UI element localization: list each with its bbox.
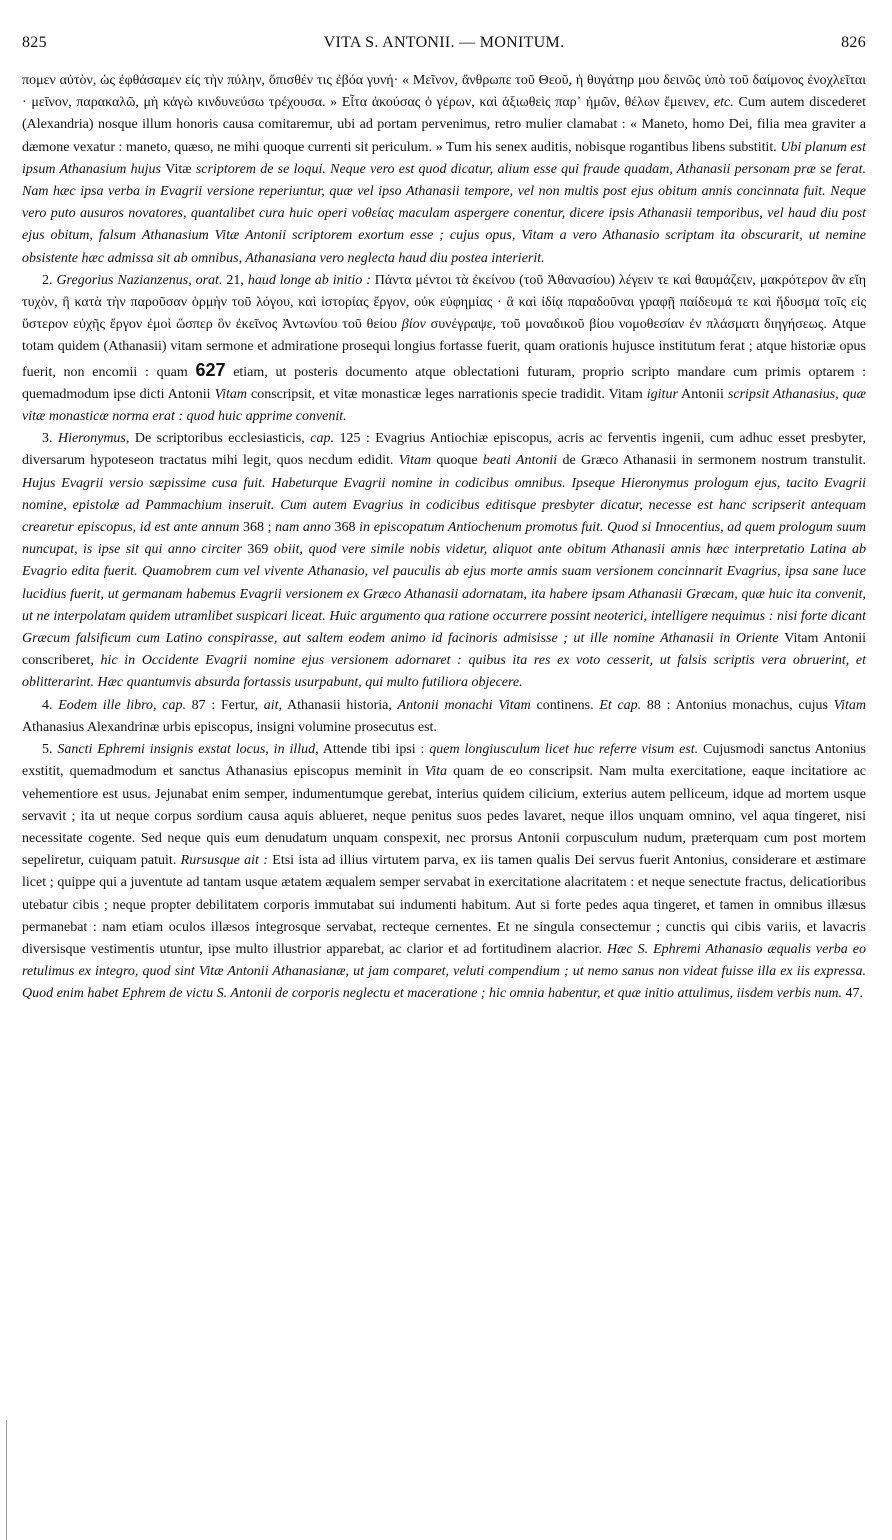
italic-text: scriptorem de se loqui. Neque vero est quod dicatur, alium esse qui fraude quadam, Athanasii personam præ se ferat. Nam hæc ipsa verba in Evagrii versione reperiuntur, quæ vel ipso Athanasii tempore, vel non multis post ejus obitum annis concinnata fuit. Neque vero puto ausuros novatores, quantalibet cura huic operi νοθείας maculam aspergere conentur, dicere ipsis Athanasii temporibus, vel haud diu post ejus obitum, falsum Athanasium Vitæ Antonii scriptorem exortum esse ; cujus opus, Vitam a vero Athanasio scriptam ita obscurarit, ut nemine obsistente hæc admissa sit ab omnibus, Athanasiana vero neglecta haud diu postea interierit. — [22, 161, 866, 266]
roman-text: 47. — [845, 986, 864, 1002]
latin-text: Antonii — [677, 386, 728, 402]
paragraph-5 — [22, 739, 866, 1005]
italic-text: Rursusque ait : — [180, 853, 268, 869]
latin-text: Athanasius Alexandrinæ urbis episcopus, insigni volumine prosecutus est. — [22, 719, 437, 735]
running-header — [22, 34, 866, 56]
roman-text: 369 — [247, 542, 274, 558]
italic-text: Vita — [424, 764, 448, 780]
latin-text: continens. — [530, 697, 600, 713]
italic-text: etc. — [713, 95, 734, 111]
italic-text: haud longe ab initio : — [247, 272, 371, 288]
italic-text: Hieronymus, — [57, 431, 130, 447]
greek-quote: Πάντα μέντοι τὰ ἐκείνου (τοῦ Ἀθανασίου) λέγειν τε καὶ θαυμάζειν, μακρότερον ἂν εἴη τυχὸν, ἢ κατὰ τὴν παροῦσαν ὁρμὴν τοῦ λόγου, καὶ ἱστορίας ἔργον, οὐκ εὐφημίας · ἃ καὶ ἰδίᾳ παραδοῦναι γραφῇ παίδευμά τε καὶ ἥδυσμα τοῖς εἰς ὕστερον εὐχῆς ἔργον ἐμοὶ ὥσπερ ὃν ἐκεῖνος Ἀντωνίου τοῦ θείου — [22, 272, 867, 333]
latin-text: de Græco Athanasii in sermonem nostrum transtulit. — [557, 453, 866, 469]
roman-text: Vitam Antonii conscriberet, — [22, 631, 866, 669]
italic-text: Antonii monachi Vitam — [397, 697, 531, 713]
italic-text: Et cap. — [599, 697, 642, 713]
paragraph-number: 4. — [42, 697, 59, 713]
paragraph-number: 2. — [42, 272, 57, 288]
italic-text: Gregorius Nazianzenus, orat. — [56, 272, 227, 288]
latin-text: Cujusmodi sanctus Antonius exstitit, quemadmodum et sanctus Athanasius episcopus meminit in — [22, 742, 866, 780]
paragraph-number: 5. — [42, 742, 58, 758]
column-number: 627 — [195, 359, 226, 380]
italic-text: Vitam — [214, 386, 247, 402]
italic-text: Sancti Ephremi insignis exstat locus, in illud, — [57, 742, 319, 758]
italic-text: Vitam — [398, 453, 432, 469]
latin-text: 87 : Fertur, — [185, 697, 264, 713]
italic-text: nam anno — [275, 520, 335, 536]
paragraph-2 — [22, 270, 866, 428]
roman-text: Vitæ — [165, 161, 192, 177]
italic-text: cap. — [310, 431, 334, 447]
italic-text: Hæc S. Ephremi Athanasio æqualis verba eo retulimus ex integro, quod sint Vitæ Antonii Athanasianæ, ut jam comparet, veluti compendium ; ut nemo sanus non videat fuisse illa ex iis expressa. Quod enim habet Ephrem de victu S. Antonii de corporis neglectu et maceratione ; hic omnia habentur, et quæ initio attulimus, iisdem verbis num. — [22, 941, 866, 1002]
latin-text: conscripsit, et vitæ monasticæ leges narrationis specie tradidit. Vitam — [246, 386, 647, 402]
latin-text: Athanasii historia, — [282, 697, 398, 713]
page-number-right: 826 — [841, 34, 866, 51]
italic-text: in episcopatum Antiochenum promotus fuit. Quod si Innocentius, ad quem prologum suum nuncupat, is ipse sit qui anno circiter — [22, 520, 866, 558]
italic-text: obiit, quod vere simile nobis videtur, aliquot ante obitum Athanasii annis hæc interpretatio Latina ab Evagrio edita fuerit. Quamobrem cum vel vivente Athanasio, vel pauculis ab ejus morte annis suam versionem concinnarit Evagrius, ipsa sane luce lucidius fuerit, ut germanam habemus Evagrii versionem ex Græco Athanasii adornatam, ita habere ipsam Athanasii Græcam, quæ huic ita convenit, ut ne interpolatam quidem utramlibet suspicari liceat. Huic argumento qua ratione occurrere possint neoterici, intelligere nequimus : nisi forte dicant Græcum falsificum cum Latino conspirasse, aut saltem eodem animo id facinoris admisisse ; ut ille nomine Athanasii in Oriente — [22, 542, 866, 647]
roman-text: 21, — [226, 272, 248, 288]
latin-text: 125 : Evagrius Antiochiæ episcopus, acris ac ferventis ingenii, cum adhuc esset presbyter, diversarum hypoteseon tractatus mihi legit, quos necdum edidit. — [22, 431, 867, 469]
italic-text: quem longiusculum licet huc referre visum est. — [429, 742, 699, 758]
roman-text: De scriptoribus ecclesiasticis, — [129, 431, 311, 447]
greek-quote: πομεν αὐτὸν, ὡς ἐφθάσαμεν εἰς τὴν πύλην, ὄπισθέν τις ἐβόα γυνή· « Μεῖνον, ἄνθρωπε τοῦ Θεοῦ, ἡ θυγάτηρ μου δεινῶς ὑπὸ τοῦ δαίμονος ἐνοχλεῖται · μεῖνον, παρακαλῶ, μὴ κἀγὼ κινδυνεύσω τρέχουσα. » Εἶτα ἀκούσας ὁ γέρων, καὶ ἀξιωθεὶς παρ᾽ ἡμῶν, θέλων ἔμεινεν, — [22, 73, 866, 111]
latin-text: etiam, ut posteris documento atque oblectationi futuram, proprio scripto mandare cum primis optarem : quemadmodum ipse dicti Antonii — [22, 364, 866, 402]
paragraph-continuation — [22, 70, 866, 270]
italic-text: igitur — [646, 386, 678, 402]
italic-text: Hujus Evagrii versio sæpissime cusa fuit. Habeturque Evagrii nomine in codicibus omnibus. Ipseque Hieronymus prologum ejus, tacito Evagrii nomine, epistolæ ad Pammachium inseruit. Cum autem Evagrius in codicibus editisque presbyter dicatur, necesse est hanc scripserit antequam crearetur episcopus, id est ante annum — [22, 475, 866, 536]
italic-text: Eodem ille libro, cap. — [58, 697, 186, 713]
italic-text: βίον — [401, 317, 426, 333]
margin-rule — [6, 1420, 7, 1540]
latin-text: Etsi ista ad illius virtutem parva, ex iis tamen qualis Dei servus fuerit Antonius, considerare et æstimare licet ; quippe qui a juventute ad tantam usque ætatem æqualem semper servabat in exercitatione alacritatem : et neque senectute fractus, delicatioribus utebatur cibis ; neque propter debilitatem corporis immutabat sui indumenti habitum. Aut si forte pedes aqua tingeret, et tamen in omnibus illæsus permanebat : nam etiam oculos illæsos integrosque servabat, recteque cernentes. Et ne singula consectemur ; cunctis qui cibis variis, et lavacris diversisque vestimentis utuntur, ipse multo illustrior apparebat, ac clarior et ad fortitudinem alacrior. — [22, 853, 866, 957]
latin-text: Attende tibi ipsi : — [318, 742, 430, 758]
italic-text: ait, — [263, 697, 283, 713]
paragraph-3 — [22, 428, 866, 694]
latin-text: 88 : Antonius monachus, cujus — [641, 697, 834, 713]
italic-text: hic in Occidente Evagrii nomine ejus versionem adornaret : quibus ita res ex voto cesserit, ut falsis scriptis vera obruerint, et oblitterarint. Hæc quantumvis absurda fortassis usurpabunt, qui multo futiliora objecere. — [22, 653, 866, 691]
latin-text: quoque — [431, 453, 483, 469]
italic-text: Ubi planum est ipsum Athanasium hujus — [22, 139, 866, 177]
latin-text: quam de eo conscripsit. Nam multa exercitatione, eaque incitatiore ac vehementiore est usus. Jejunabat enim semper, indumentumque gerebat, interius quidem cilicium, exterius autem pelliceum, idque ad mortem usque servavit ; ita ut neque corpus sordium causa aquis ablueret, neque penitus suos pedes lavaret, neque illos unquam omnino, vel aqua tingeret, nisi necessitate cogente. Sed neque quis eum denudatum unquam conspexit, nec prorsus Antonii corpusculum nudum, præterquam cum post mortem sepeliretur, cuiquam patuit. — [22, 764, 867, 869]
italic-text: Vitam — [833, 697, 867, 713]
italic-text: beati Antonii — [482, 453, 558, 469]
paragraph-number: 3. — [42, 431, 58, 447]
latin-text: Cum autem discederet (Alexandria) nosque illum honoris causa comitaremur, ubi ad portam pervenimus, retro mulier clamabat : « Maneto, homo Dei, filia mea graviter a dæmone vexatur : maneto, quæso, ne mihi quoque currenti sit periculum. » Tum his senex auditis, nobisque rogantibus libens substitit. — [22, 95, 867, 155]
running-title: VITA S. ANTONII. — MONITUM. — [323, 34, 565, 51]
italic-text: scripsit Athanasius, quæ vitæ monasticæ norma erat : quod huic apprime convenit. — [22, 386, 866, 425]
paragraph-4 — [22, 695, 866, 739]
body-text — [22, 70, 866, 1006]
roman-text: 368 — [334, 520, 360, 536]
page-number-left: 825 — [22, 34, 47, 51]
roman-text: 368 ; — [243, 520, 276, 536]
latin-text: συνέγραψε, τοῦ μοναδικοῦ βίου νομοθεσίαν ἐν πλάσματι διηγήσεως. Atque totam quidem (Athanasii) vitam sermone et admiratione prosequi longius fortasse fuerit, quam orationis hujusce institutum ferat ; atque historiæ opus fuerit, non encomii : quam — [22, 317, 866, 380]
